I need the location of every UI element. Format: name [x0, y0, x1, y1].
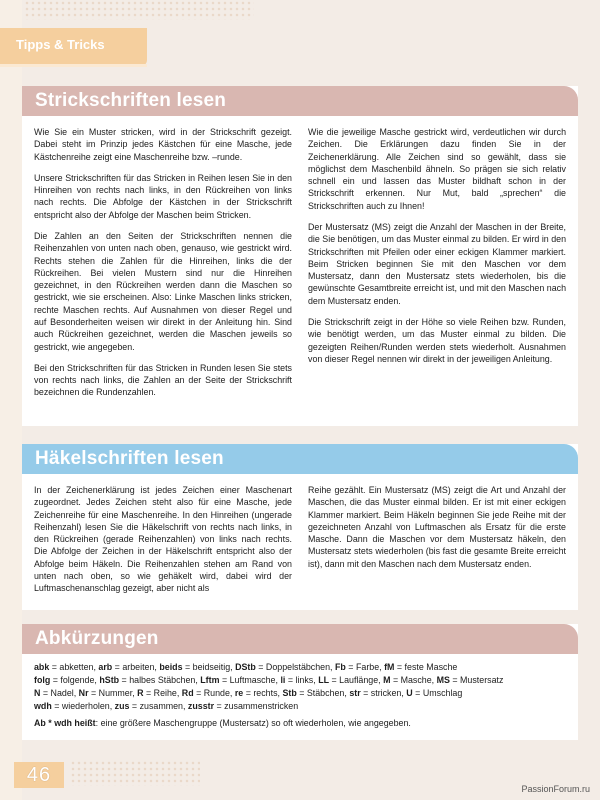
- abbreviation-item: Rd = Runde,: [181, 687, 235, 698]
- left-margin: [0, 0, 22, 800]
- abbreviation-item: Fb = Farbe,: [335, 662, 385, 672]
- abbreviation-item: M = Masche,: [383, 674, 437, 685]
- abbreviation-item: abk = abketten,: [34, 662, 99, 672]
- abbreviation-key: hStb: [99, 674, 120, 685]
- dot-pattern-bottom: [70, 760, 200, 786]
- paragraph: Der Mustersatz (MS) zeigt die Anzahl der Maschen in der Breite, die Sie benötigen, um das Muster einmal zu bilden. Er wird in den Strickschriften mit Pfeilen oder einer eckigen Klammer markiert. Beim Stricken beginnen Sie mit den Maschen vor dem Mustersatz, dann den Mustersatz stets wiederholen, bis die gewünschte Gesamtbreite erreicht ist, und mit den Maschen nach dem Mustersatz enden.: [308, 221, 567, 306]
- abbreviation-item: beids = beidseitig,: [159, 662, 236, 672]
- abbreviation-key: N: [34, 687, 41, 698]
- abbreviation-key: re: [234, 687, 244, 698]
- abbreviation-item: N = Nadel,: [34, 687, 79, 698]
- abbreviation-line: [34, 700, 566, 713]
- abbreviation-item: str = stricken,: [349, 687, 407, 698]
- abbreviation-key: Lftm: [200, 674, 220, 685]
- paragraph: Unsere Strickschriften für das Stricken in Reihen lesen Sie in den Hinreihen von rechts nach links, in den Rückreihen von links nach rechts. Die Abfolge der Kästchen in der Strickschrift entspricht also der Abfolge der Maschen beim Stricken.: [34, 172, 292, 220]
- abbreviation-key: arb: [98, 662, 113, 672]
- abbreviation-key: fM: [384, 662, 395, 672]
- abkuerzungen-section: [22, 624, 578, 740]
- haekelschriften-title: Häkelschriften lesen: [22, 444, 578, 474]
- abbreviation-key: LL: [318, 674, 330, 685]
- abbreviation-item: Nr = Nummer,: [78, 687, 138, 698]
- paragraph: Wie Sie ein Muster stricken, wird in der Strickschrift gezeigt. Dabei steht im Prinzip jedes Kästchen für eine Masche, jede Kästchenreihe zeigt eine Maschenreihe bzw. –runde.: [34, 127, 292, 162]
- abbreviation-key: Fb: [335, 662, 346, 672]
- abbreviation-item: Lftm = Luftmasche,: [200, 674, 281, 685]
- paragraph: Die Strickschrift zeigt in der Höhe so viele Reihen bzw. Runden, wie benötigt werden, um das Muster einmal zu bilden. Die gezeigten Reihen/Runden werden stets wiederholt. Ausnahmen von dieser Regel nennen wir direkt in der jeweiligen Anleitung.: [308, 316, 566, 364]
- abbreviation-item: re = rechts,: [234, 687, 283, 698]
- abbreviation-item: Stb = Stäbchen,: [282, 687, 350, 698]
- abbreviation-item: hStb = halbes Stäbchen,: [99, 674, 201, 685]
- abbreviation-item: li = links,: [280, 674, 319, 685]
- abbreviation-key: li: [280, 674, 286, 685]
- abbreviation-key: U: [406, 687, 413, 698]
- abbreviation-item: folg = folgende,: [34, 674, 100, 685]
- abbreviation-key: folg: [34, 674, 51, 685]
- abbreviation-item: DStb = Doppelstäbchen,: [235, 662, 335, 672]
- abbreviation-key: R: [137, 687, 144, 698]
- abbreviation-item: arb = arbeiten,: [98, 662, 160, 672]
- abbreviation-item: MS = Mustersatz: [436, 674, 504, 685]
- strickschriften-left-column: [34, 126, 292, 408]
- repeat-note: [34, 717, 566, 730]
- abbreviation-key: Rd: [181, 687, 194, 698]
- abkuerzungen-title: Abkürzungen: [22, 624, 578, 654]
- abbreviation-key: DStb: [235, 662, 256, 672]
- watermark: PassionForum.ru: [521, 784, 590, 794]
- abbreviation-item: LL = Lauflänge,: [318, 674, 384, 685]
- abbreviation-line: [34, 674, 566, 687]
- abbreviation-key: beids: [159, 662, 183, 672]
- strickschriften-section: [22, 86, 578, 426]
- abbreviation-key: abk: [34, 662, 50, 672]
- paragraph: Bei den Strickschriften für das Stricken in Runden lesen Sie stets von rechts nach links, die Zahlen an der Seite der Strickschrift bezeichnen die Rundenzahlen.: [34, 362, 292, 398]
- abbreviation-item: zusstr = zusammenstricken: [187, 700, 299, 711]
- abbreviation-key: wdh: [34, 700, 52, 711]
- abbreviation-key: str: [349, 687, 361, 698]
- abbreviation-line: [34, 687, 566, 700]
- haekelschriften-right-column: [308, 484, 566, 604]
- abbreviation-key: Nr: [78, 687, 89, 698]
- haekelschriften-section: [22, 444, 578, 610]
- abbreviation-item: wdh = wiederholen,: [34, 700, 115, 711]
- abbreviation-item: fM = feste Masche: [384, 662, 458, 672]
- abbreviation-key: Stb: [282, 687, 297, 698]
- paragraph: Reihe gezählt. Ein Mustersatz (MS) zeigt die Art und Anzahl der Maschen, die das Muster einmal bilden. Er ist mit einer eckigen Klammer markiert. Beim Häkeln beginnen Sie jede Reihe mit der gezeichneten Anzahl von Luftmaschen als Ersatz für die erste Masche. Dann die Maschen vor dem Mustersatz häkeln, den Mustersatz stets wiederholen (bis fast die gesamte Breite erreicht ist), dann mit den Maschen nach dem Mustersatz enden.: [308, 485, 566, 569]
- abbreviation-list: [22, 654, 578, 730]
- strickschriften-right-column: [308, 126, 566, 408]
- paragraph: In der Zeichenerklärung ist jedes Zeichen einer Maschenart zugeordnet. Jedes Zeichen steht also für eine Masche, jede Zeichenreihe für eine Maschenreihe. In den Hinreihen (ungerade Reihenzahl) lesen Sie die Häkelschrift von rechts nach links, in den Rückreihen (gerade Reihenzahlen) von links nach rechts. Die Abfolge der Zeichen in der Häkelschrift entspricht also der Abfolge beim Häkeln. Die Reihenzahlen stehen am Rand von unten nach oben, so wie gehäkelt wird, dabei wird der Luftmaschenanschlag gezeigt, aber nicht als: [34, 485, 292, 594]
- repeat-note-key: Ab * wdh heißt: [34, 717, 96, 728]
- strickschriften-title: Strickschriften lesen: [22, 86, 578, 116]
- tab-stripe: [0, 64, 147, 67]
- abbreviation-item: zus = zusammen,: [114, 700, 188, 711]
- abbreviation-key: M: [383, 674, 391, 685]
- paragraph: Die Zahlen an den Seiten der Strickschriften nennen die Reihenzahlen von unten nach oben, genauso, wie gestrickt wird. Rechts stehen die Zahlen für die Hinreihen, links die der Rückreihen. Bei vielen Mustern sind nur die Hinreihen gezeichnet, in den Rückreihen werden dann die Maschen so gestrickt, wie sie erscheinen. Also: Linke Maschen links stricken, rechte Maschen rechts. Auf Ausnahmen von dieser Regel und auf Besonderheiten weisen wir direkt in der Anleitung hin. Sind auch Rückreihen gezeichnet, werden die Maschen jeweils so gestrickt, wie angegeben.: [34, 230, 292, 352]
- page-number: 46: [14, 762, 64, 788]
- section-tab: Tipps & Tricks: [0, 28, 147, 66]
- dot-pattern-top: [24, 0, 254, 20]
- paragraph: Wie die jeweilige Masche gestrickt wird, verdeutlichen wir durch Zeichen. Die Erklärungen dazu finden Sie in der Zeichenerklärung. Alle Zeichen sind so gewählt, dass sie möglichst dem Maschenbild ähneln. So prägen sie sich relativ schnell ein und lassen das Muster bildhaft schon in der Strickschrift erkennen. Nur Mut, bald „sprechen“ die Strickschriften auch zu Ihnen!: [308, 127, 566, 211]
- haekelschriften-left-column: [34, 484, 292, 604]
- abbreviation-key: zusstr: [187, 700, 215, 711]
- repeat-note-text: : eine größere Maschengruppe (Mustersatz) so oft wiederholen, wie angegeben.: [95, 717, 411, 728]
- abbreviation-item: U = Umschlag: [406, 687, 463, 698]
- abbreviation-item: R = Reihe,: [137, 687, 182, 698]
- abbreviation-key: MS: [436, 674, 450, 685]
- abbreviation-key: zus: [114, 700, 130, 711]
- abbreviation-line: [34, 661, 566, 674]
